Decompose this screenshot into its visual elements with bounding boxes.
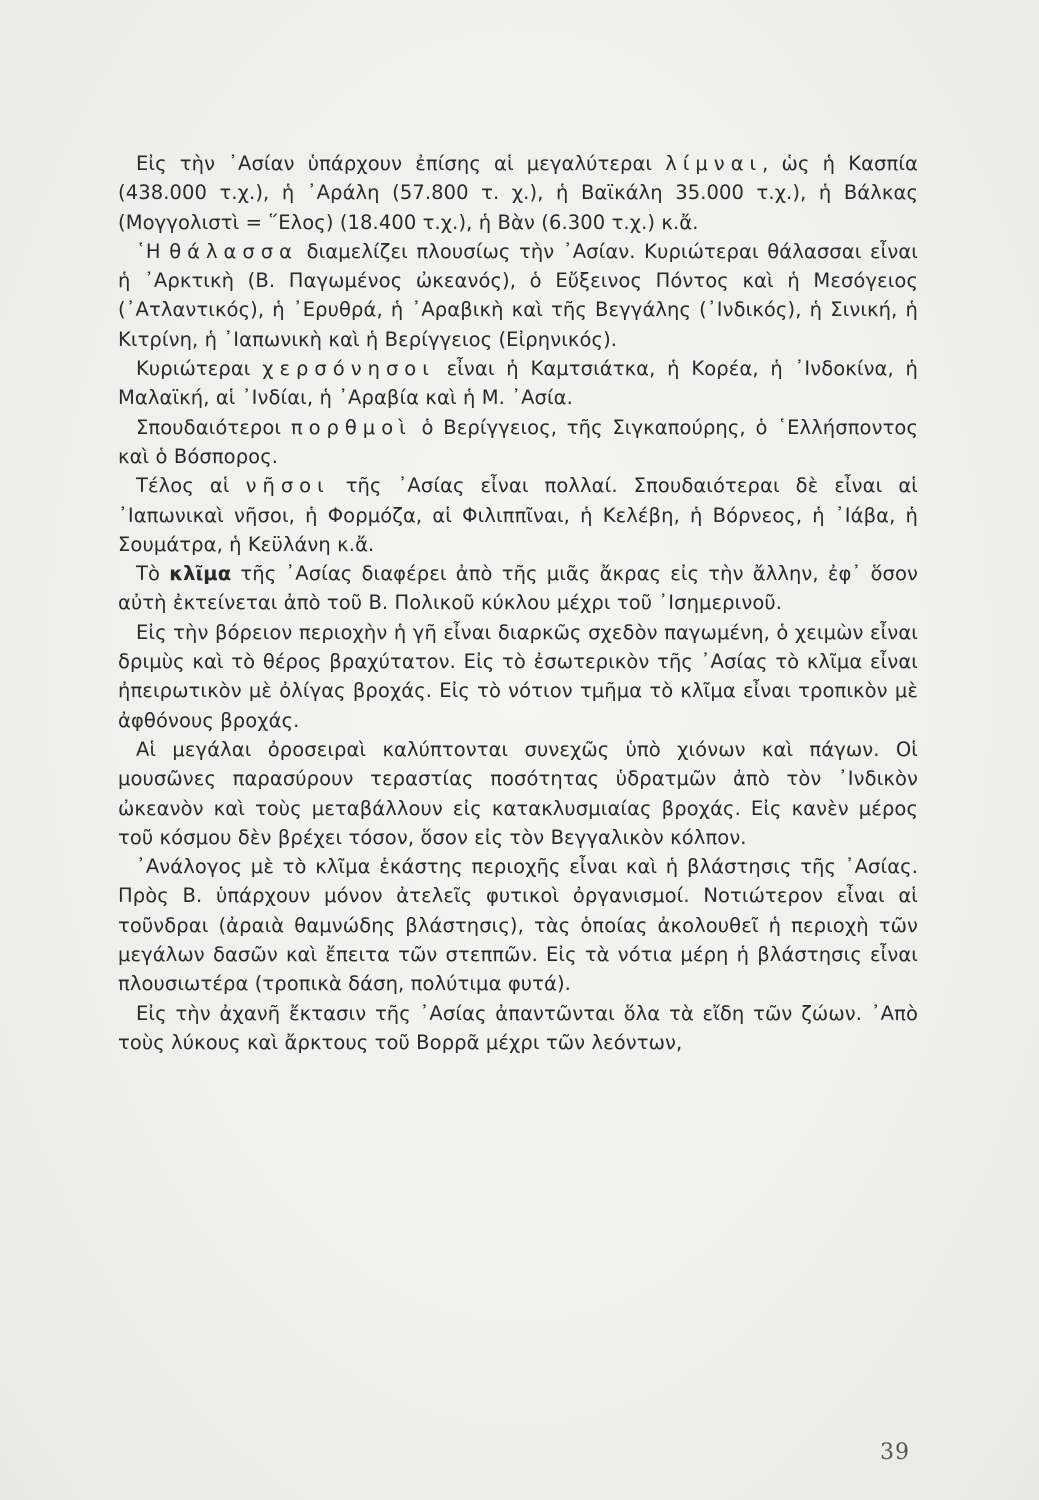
paragraph-fauna: Εἰς τὴν ἀχανῆ ἔκτασιν τῆς ᾿Ασίας ἀπαντῶνται ὅλα τὰ εἴδη τῶν ζώων. ᾿Απὸ τοὺς λύκους καὶ ἄρκτους τοῦ Βορρᾶ μέχρι τῶν λεόντων, (118, 1001, 918, 1054)
page-number: 39 (880, 1440, 910, 1465)
paragraph-sea: ῾Η θάλασσα διαμελίζει πλουσίως τὴν ᾿Ασίαν. Κυριώτεραι θάλασσαι εἶναι ἡ ᾿Αρκτικὴ (Β. Παγωμένος ὠκεανός), ὁ Εὔξεινος Πόντος καὶ ἡ Μεσόγειος (᾿Ατλαντικός), ἡ ᾿Ερυθρά, ἡ ᾿Αραβικὴ καὶ τῆς Βεγγάλης (᾿Ινδικός), ἡ Σινική, ἡ Κιτρίνη, ἡ ᾿Ιαπωνικὴ καὶ ἡ Βερίγγειος (Εἰρηνικός). (118, 239, 918, 351)
paragraph-north-climate: Εἰς τὴν βόρειον περιοχὴν ἡ γῆ εἶναι διαρκῶς σχεδὸν παγωμένη, ὁ χειμὼν εἶναι δριμὺς καὶ τὸ θέρος βραχύτατον. Εἰς τὸ ἐσωτερικὸν τῆς ᾿Ασίας τὸ κλῖμα εἶναι ἠπειρωτικὸν μὲ ὀλίγας βροχάς. Εἰς τὸ νότιον τμῆμα τὸ κλῖμα εἶναι τροπικὸν μὲ ἀφθόνους βροχάς. (118, 620, 918, 732)
paragraph-climate: Τὸ κλῖμα τῆς ᾿Ασίας διαφέρει ἀπὸ τῆς μιᾶς ἄκρας εἰς τὴν ἄλλην, ἐφ᾿ ὅσον αὐτὴ ἐκτείνεται ἀπὸ τοῦ Β. Πολικοῦ κύκλου μέχρι τοῦ ᾿Ισημερινοῦ. (118, 562, 918, 615)
term-islands: νῆσοι (245, 474, 330, 498)
paragraph-lakes: Εἰς τὴν ᾿Ασίαν ὑπάρχουν ἐπίσης αἱ μεγαλύτεραι λίμναι, ὡς ἡ Κασπία (438.000 τ.χ.), ἡ ᾿Αράλη (57.800 τ. χ.), ἡ Βαϊκάλη 35.000 τ.χ.), ἡ Βάλκας (Μογγολιστὶ = ῞Ελος) (18.400 τ.χ.), ἡ Βὰν (6.300 τ.χ.) κ.ἄ. (118, 152, 919, 234)
paragraph-monsoons: Αἱ μεγάλαι ὀροσειραὶ καλύπτονται συνεχῶς ὑπὸ χιόνων καὶ πάγων. Οἱ μουσῶνες παρασύρουν τεραστίας ποσότητας ὑδρατμῶν ἀπὸ τὸν ᾿Ινδικὸν ὠκεανὸν καὶ τοὺς μεταβάλλουν εἰς κατακλυσμιαίας βροχάς. Εἰς κανὲν μέρος τοῦ κόσμου δὲν βρέχει τόσον, ὅσον εἰς τὸν Βεγγαλικὸν κόλπον. (118, 737, 918, 849)
body-text (118, 149, 918, 1057)
term-sea: θάλασσα (169, 239, 298, 263)
paragraph-vegetation: ᾿Ανάλογος μὲ τὸ κλῖμα ἑκάστης περιοχῆς εἶναι καὶ ἡ βλάστησις τῆς ᾿Ασίας. Πρὸς Β. ὑπάρχουν μόνον ἀτελεῖς φυτικοὶ ὀργανισμοί. Νοτιώτερον εἶναι αἱ τοῦνδραι (ἀραιὰ θαμνώδης βλάστησις), τὰς ὁποίας ἀκολουθεῖ ἡ περιοχὴ τῶν μεγάλων δασῶν καὶ ἔπειτα τῶν στεππῶν. Εἰς τὰ νότια μέρη ἡ βλάστησις εἶναι πλουσιωτέρα (τροπικὰ δάση, πολύτιμα φυτά). (118, 855, 918, 996)
paragraph-straits: Σπουδαιότεροι πορθμοὶ ὁ Βερίγγειος, τῆς Σιγκαπούρης, ὁ ῾Ελλήσποντος καὶ ὁ Βόσπορος. (118, 415, 918, 468)
term-peninsulas: χερσόνησοι (262, 357, 435, 381)
term-straits: πορθμοὶ (290, 415, 412, 439)
term-lakes: λίμναι (665, 152, 763, 175)
term-climate: κλῖμα (169, 562, 232, 586)
paragraph-islands: Τέλος αἱ νῆσοι τῆς ᾿Ασίας εἶναι πολλαί. Σπουδαιότεραι δὲ εἶναι αἱ ᾿Ιαπωνικαὶ νῆσοι, ἡ Φορμόζα, αἱ Φιλιππῖναι, ἡ Κελέβη, ἡ Βόρνεος, ἡ ᾿Ιάβα, ἡ Σουμάτρα, ἡ Κεϋλάνη κ.ἄ. (118, 474, 918, 556)
paragraph-peninsulas: Κυριώτεραι χερσόνησοι εἶναι ἡ Καμτσιάτκα, ἡ Κορέα, ἡ ᾿Ινδοκίνα, ἡ Μαλαϊκή, αἱ ᾿Ινδίαι, ἡ ᾿Αραβία καὶ ἡ Μ. ᾿Ασία. (118, 357, 918, 410)
